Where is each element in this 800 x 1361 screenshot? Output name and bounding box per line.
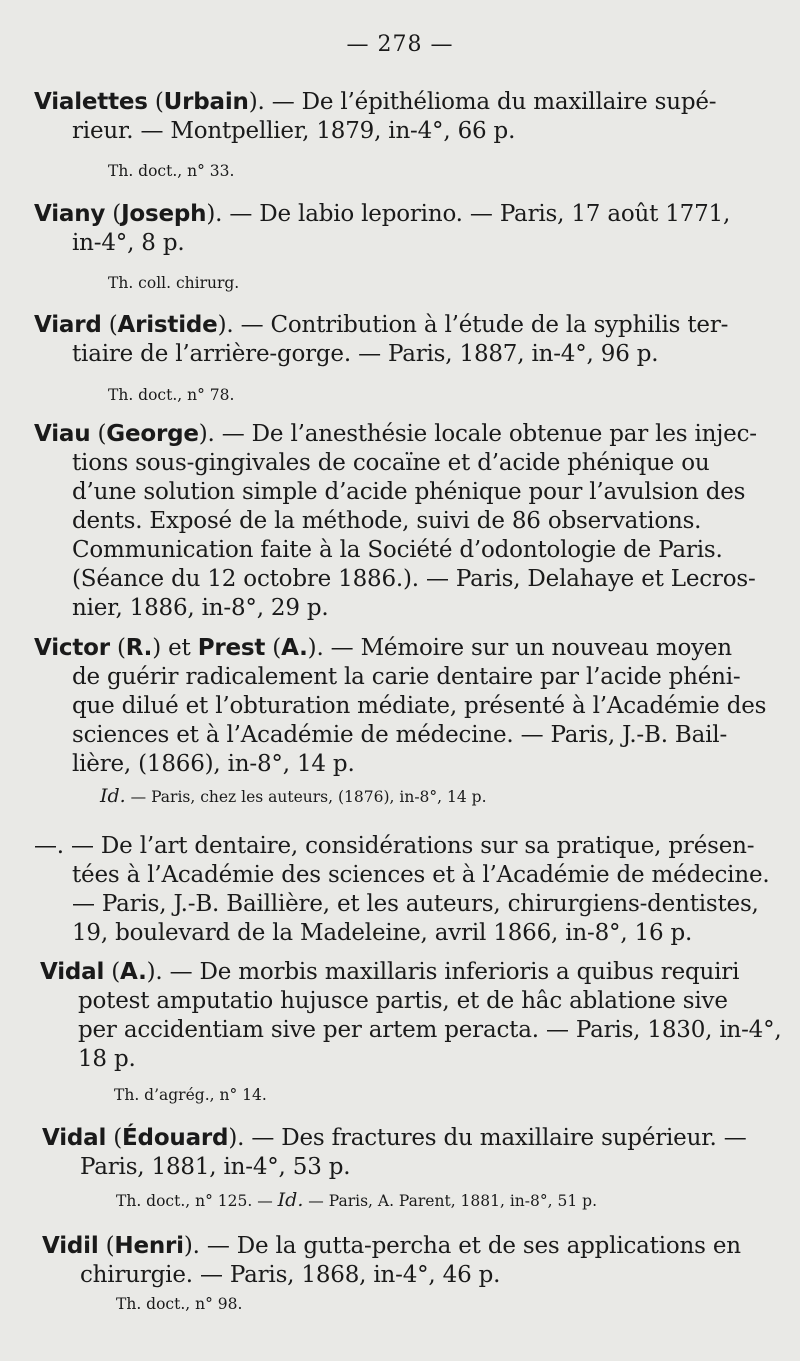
coauthor-surname: Prest [197, 635, 266, 661]
author-surname: Viau [34, 421, 91, 447]
entry-line: de guérir radicalement la carie dentaire par l’acide phéni- [72, 664, 741, 690]
author-given-name: George [106, 421, 199, 447]
entry-line: Victor (R.) et Prest (A.). — Mémoire sur un nouveau moyen [34, 635, 732, 661]
entry-line: in-4°, 8 p. [72, 230, 185, 256]
author-given-name: Joseph [121, 201, 207, 227]
entry-line: Viau (George). — De l’anesthésie locale obtenue par les injec- [34, 421, 757, 447]
thesis-note: Th. doct., n° 98. [116, 1295, 243, 1313]
entry-line: tions sous-gingivales de cocaïne et d’acide phénique ou [72, 450, 710, 476]
entry-line: Vidal (Édouard). — Des fractures du maxillaire supérieur. — [42, 1125, 747, 1151]
author-surname: Victor [34, 635, 110, 661]
author-surname: Viard [34, 312, 102, 338]
entry-line: (Séance du 12 octobre 1886.). — Paris, Delahaye et Lecros- [72, 566, 756, 592]
entry-line: rieur. — Montpellier, 1879, in-4°, 66 p. [72, 118, 516, 144]
page-number: — 278 — [346, 32, 454, 57]
entry-line: — Paris, J.-B. Baillière, et les auteurs, chirurgiens-dentistes, [72, 891, 759, 917]
entry-line: Viany (Joseph). — De labio leporino. — Paris, 17 août 1771, [34, 201, 731, 227]
id-note: Id. — Paris, chez les auteurs, (1876), in-8°, 14 p. [100, 785, 487, 807]
entry-line: Paris, 1881, in-4°, 53 p. [80, 1154, 351, 1180]
entry-line: 19, boulevard de la Madeleine, avril 1866, in-8°, 16 p. [72, 920, 693, 946]
author-surname: Viany [34, 201, 106, 227]
entry-line: 18 p. [78, 1046, 136, 1072]
entry-line: tées à l’Académie des sciences et à l’Académie de médecine. [72, 862, 770, 888]
coauthor-given-name: A. [281, 635, 308, 661]
entry-line: Viard (Aristide). — Contribution à l’étude de la syphilis ter- [34, 312, 729, 338]
entry-line: Communication faite à la Société d’odontologie de Paris. [72, 537, 723, 563]
author-surname: Vidil [42, 1233, 99, 1259]
thesis-note: Th. doct., n° 125. — Id. — Paris, A. Parent, 1881, in-8°, 51 p. [116, 1189, 597, 1211]
author-surname: Vidal [40, 959, 105, 985]
entry-line: nier, 1886, in-8°, 29 p. [72, 595, 329, 621]
author-given-name: R. [125, 635, 153, 661]
entry-line: chirurgie. — Paris, 1868, in-4°, 46 p. [80, 1262, 501, 1288]
entry-line: potest amputatio hujusce partis, et de hâc ablatione sive [78, 988, 728, 1014]
entry-line: Vidil (Henri). — De la gutta-percha et de ses applications en [42, 1233, 741, 1259]
entry-line: que dilué et l’obturation médiate, présenté à l’Académie des [72, 693, 767, 719]
entry-line: d’une solution simple d’acide phénique pour l’avulsion des [72, 479, 746, 505]
entry-line: Vidal (A.). — De morbis maxillaris inferioris a quibus requiri [40, 959, 740, 985]
entry-line: dents. Exposé de la méthode, suivi de 86 observations. [72, 508, 702, 534]
author-given-name: A. [120, 959, 147, 985]
entry-line: —. — De l’art dentaire, considérations sur sa pratique, présen- [34, 833, 755, 859]
thesis-note: Th. coll. chirurg. [108, 274, 240, 292]
thesis-note: Th. d’agrég., n° 14. [114, 1086, 267, 1104]
entry-line: tiaire de l’arrière-gorge. — Paris, 1887, in-4°, 96 p. [72, 341, 659, 367]
entry-line: sciences et à l’Académie de médecine. — Paris, J.-B. Bail- [72, 722, 728, 748]
author-given-name: Édouard [122, 1125, 229, 1151]
thesis-note: Th. doct., n° 78. [108, 386, 235, 404]
author-surname: Vialettes [34, 89, 148, 115]
author-given-name: Urbain [163, 89, 249, 115]
thesis-note: Th. doct., n° 33. [108, 162, 235, 180]
entry-line: per accidentiam sive per artem peracta. — Paris, 1830, in-4°, [78, 1017, 782, 1043]
author-given-name: Aristide [117, 312, 218, 338]
entry-line: lière, (1866), in-8°, 14 p. [72, 751, 355, 777]
author-surname: Vidal [42, 1125, 107, 1151]
author-given-name: Henri [114, 1233, 184, 1259]
entry-line: Vialettes (Urbain). — De l’épithélioma du maxillaire supé- [34, 89, 717, 115]
